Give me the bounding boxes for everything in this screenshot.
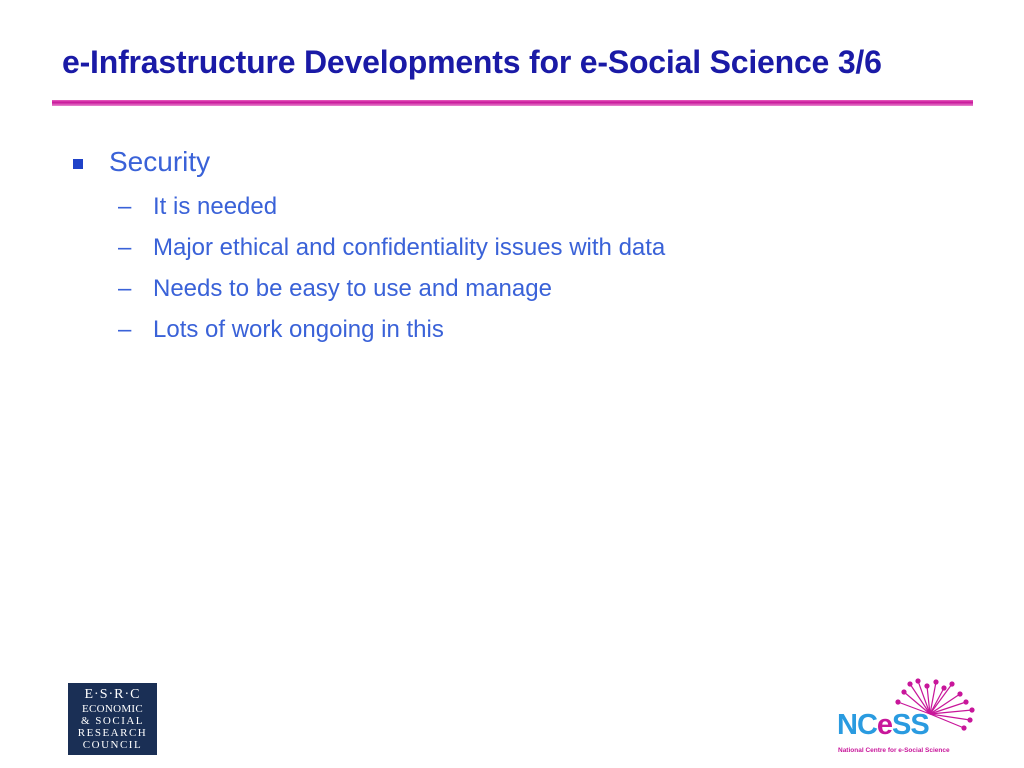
slide-title: e-Infrastructure Developments for e-Social Science 3/6 [62, 44, 882, 80]
esrc-logo-line: RESEARCH [77, 727, 148, 739]
sub-bullet-text: Needs to be easy to use and manage [153, 274, 552, 302]
ncess-wordmark: NCeSS [837, 709, 929, 741]
ncess-tagline: National Centre for e-Social Science [838, 747, 950, 754]
esrc-logo-line: ECONOMIC [81, 703, 144, 715]
sub-bullet-item [70, 186, 665, 227]
title-divider [52, 100, 973, 106]
slide-content [70, 140, 665, 350]
dash-icon: – [118, 192, 132, 220]
esrc-logo-heading: E·S·R·C [84, 687, 141, 702]
dash-icon: – [118, 274, 132, 302]
sub-bullet-list [70, 186, 665, 350]
square-bullet-icon [73, 159, 83, 169]
dash-icon: – [118, 233, 132, 261]
dash-icon: – [118, 315, 132, 343]
esrc-logo-line: & SOCIAL [80, 715, 145, 727]
sub-bullet-item [70, 309, 665, 350]
sub-bullet-item [70, 227, 665, 268]
esrc-logo [68, 683, 157, 755]
bullet-item [70, 140, 665, 184]
sub-bullet-text: Major ethical and confidentiality issues with data [153, 233, 666, 261]
esrc-logo-line: COUNCIL [82, 739, 143, 751]
sub-bullet-text: Lots of work ongoing in this [153, 315, 444, 343]
ncess-logo [832, 676, 982, 762]
sub-bullet-text: It is needed [153, 192, 278, 220]
bullet-text: Security [109, 146, 211, 177]
sub-bullet-item [70, 268, 665, 309]
